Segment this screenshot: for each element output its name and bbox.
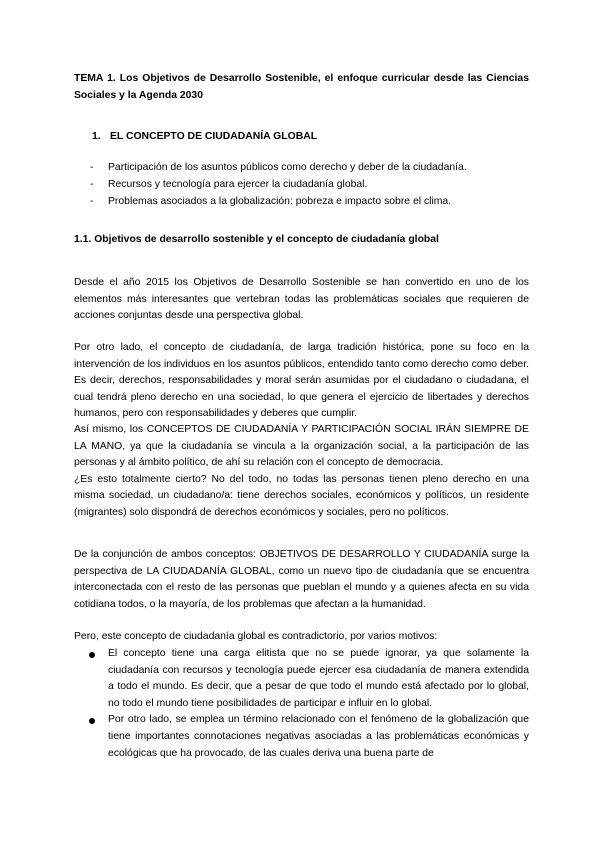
paragraph-text: ¿Es esto totalmente cierto? No del todo, no todas las personas tienen pleno derecho en una misma sociedad, un ciudadano/a: tiene derechos sociales, económicos y políticos, un residente (migrantes) solo dispondrá de derechos económicos y sociales, pero no políticos. [74,473,529,518]
section-heading [92,128,532,145]
list-item-text: Participación de los asuntos públicos como derecho y deber de la ciudadanía. [108,162,467,173]
section-number: 1. [92,131,101,142]
section-heading-text: EL CONCEPTO DE CIUDADANÍA GLOBAL [110,131,318,142]
bullet-dot-icon [89,652,95,658]
list-item [90,193,530,210]
list-item [90,176,530,193]
bullet-item [74,712,529,762]
dash-marker: - [90,162,94,173]
paragraph-text: Así mismo, los CONCEPTOS DE CIUDADANÍA Y PARTICIPACIÓN SOCIAL IRÁN SIEMPRE DE LA MANO, ya que la ciudadanía se vincula a la organización social, a la participación de las personas y al ámbito político, de ahí su relación con el concepto de democracia. [74,424,529,469]
list-item [90,159,530,176]
bullet-text: El concepto tiene una carga elitista que no se puede ignorar, ya que solamente la ciudadanía con recursos y tecnología puede ejercer esa ciudadanía de manera extendida a todo el mundo. Es decir, que a pesar de que todo el mundo está afectado por lo global, no todo el mundo tiene posibilidades de participar e influir en lo global. [108,648,529,709]
list-item-text: Problemas asociados a la globalización: pobreza e impacto sobre el clima. [108,196,452,207]
paragraph-text: De la conjunción de ambos conceptos: OBJETIVOS DE DESARROLLO Y CIUDADANÍA surge la perspectiva de LA CIUDADANÍA GLOBAL, como un nuevo tipo de ciudadanía que se encuentra interconectada con el resto de las personas que pueblan el mundo y a quienes afecta en su vida cotidiana todos, o la mayoría, de los problemas que afectan a la humanidad. [74,549,529,610]
paragraph-6 [74,629,529,646]
subsection-heading: 1.1. Objetivos de desarrollo sostenible y el concepto de ciudadanía global [74,234,439,245]
document-title: TEMA 1. Los Objetivos de Desarrollo Sostenible, el enfoque curricular desde las Ciencias Sociales y la Agenda 2030 [74,73,529,101]
paragraph-2 [74,340,529,423]
paragraph-text: Por otro lado, el concepto de ciudadanía, de larga tradición histórica, pone su foco en la intervención de los individuos en los asuntos públicos, entendido tanto como derecho como deber. Es decir, derechos, responsabilidades y moral serán asumidas por el ciudadano o ciudadana, el cual tendrá pleno derecho en una sociedad, lo que genera el ejercicio de libertades y derechos humanos, pero con responsabilidades y deberes que cumplir. [74,342,529,420]
paragraph-1 [74,275,529,325]
bullet-dot-icon [89,718,95,724]
paragraph-5 [74,547,529,613]
paragraph-text: Desde el año 2015 los Objetivos de Desarrollo Sostenible se han convertido en uno de los elementos más interesantes que vertebran todas las problemáticas sociales que requieren de acciones conjuntas desde una perspectiva global. [74,277,529,322]
dash-marker: - [90,196,94,207]
bullet-list [74,646,529,762]
paragraph-text: Pero, este concepto de ciudadanía global es contradictorio, por varios motivos: [74,631,438,642]
bullet-text: Por otro lado, se emplea un término relacionado con el fenómeno de la globalización que tiene importantes connotaciones negativas asociadas a las problemáticas económicas y ecológicas que ha provocado, de las cuales deriva una buena parte de [108,714,529,759]
dash-list [90,159,530,210]
paragraph-3 [74,422,529,522]
bullet-item [74,646,529,712]
dash-marker: - [90,179,94,190]
list-item-text: Recursos y tecnología para ejercer la ciudadanía global. [108,179,368,190]
